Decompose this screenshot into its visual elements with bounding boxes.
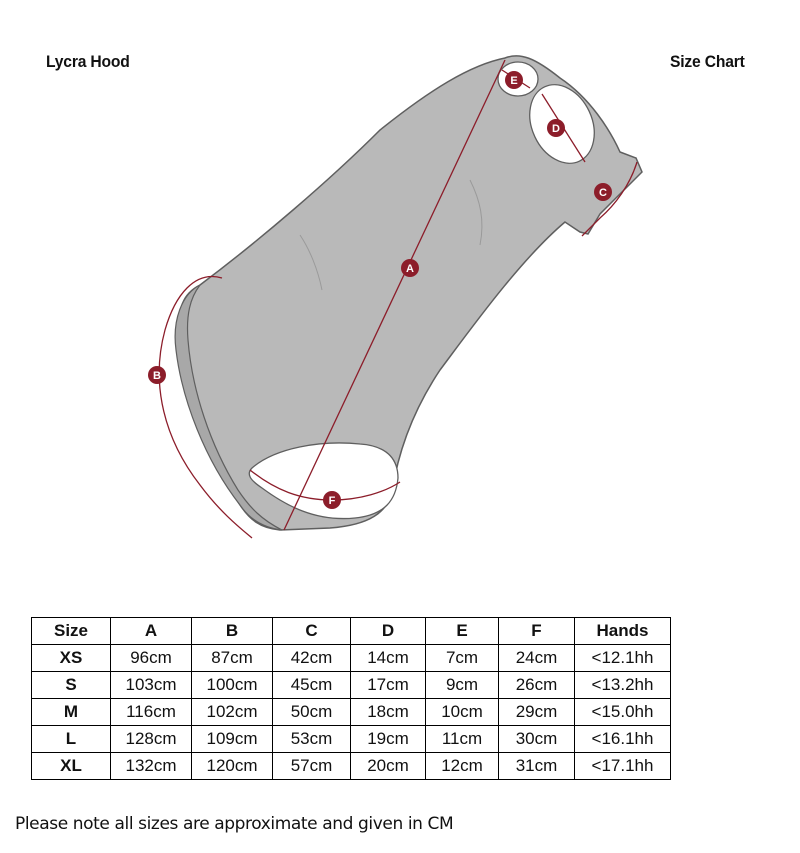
cell-a: 128cm: [111, 726, 192, 753]
cell-d: 17cm: [351, 672, 426, 699]
label-a: [401, 259, 419, 277]
table-row: [32, 699, 671, 726]
cell-f: 30cm: [499, 726, 575, 753]
label-e: [505, 71, 523, 89]
footnote: Please note all sizes are approximate and given in CM: [15, 814, 454, 834]
cell-hands: <12.1hh: [575, 645, 671, 672]
svg-text:F: F: [328, 495, 336, 507]
cell-f: 31cm: [499, 753, 575, 780]
header-a: A: [111, 618, 192, 645]
cell-f: 26cm: [499, 672, 575, 699]
cell-d: 14cm: [351, 645, 426, 672]
cell-e: 7cm: [426, 645, 499, 672]
cell-d: 18cm: [351, 699, 426, 726]
cell-e: 12cm: [426, 753, 499, 780]
svg-text:A: A: [406, 263, 414, 275]
cell-b: 87cm: [192, 645, 273, 672]
cell-b: 109cm: [192, 726, 273, 753]
header-size: Size: [32, 618, 111, 645]
svg-text:E: E: [510, 75, 518, 87]
header-hands: Hands: [575, 618, 671, 645]
cell-size: L: [32, 726, 111, 753]
header-f: F: [499, 618, 575, 645]
cell-c: 50cm: [273, 699, 351, 726]
product-title: Lycra Hood: [46, 52, 130, 71]
cell-b: 100cm: [192, 672, 273, 699]
label-b: [148, 366, 166, 384]
cell-f: 24cm: [499, 645, 575, 672]
size-chart-title: Size Chart: [670, 52, 745, 71]
cell-b: 102cm: [192, 699, 273, 726]
cell-hands: <13.2hh: [575, 672, 671, 699]
label-f: [323, 491, 341, 509]
header-e: E: [426, 618, 499, 645]
cell-d: 20cm: [351, 753, 426, 780]
cell-c: 42cm: [273, 645, 351, 672]
cell-size: XL: [32, 753, 111, 780]
cell-c: 45cm: [273, 672, 351, 699]
cell-d: 19cm: [351, 726, 426, 753]
table-header-row: [32, 618, 671, 645]
cell-e: 11cm: [426, 726, 499, 753]
svg-text:B: B: [153, 370, 161, 382]
svg-text:D: D: [552, 123, 560, 135]
cell-f: 29cm: [499, 699, 575, 726]
svg-text:C: C: [599, 187, 607, 199]
cell-e: 10cm: [426, 699, 499, 726]
table-row: [32, 672, 671, 699]
table-row: [32, 726, 671, 753]
header-c: C: [273, 618, 351, 645]
table-row: [32, 753, 671, 780]
label-d: [547, 119, 565, 137]
label-c: [594, 183, 612, 201]
cell-size: M: [32, 699, 111, 726]
cell-a: 116cm: [111, 699, 192, 726]
cell-hands: <16.1hh: [575, 726, 671, 753]
size-table: [31, 617, 671, 780]
cell-a: 103cm: [111, 672, 192, 699]
cell-a: 96cm: [111, 645, 192, 672]
table-row: [32, 645, 671, 672]
header-b: B: [192, 618, 273, 645]
cell-hands: <17.1hh: [575, 753, 671, 780]
cell-c: 53cm: [273, 726, 351, 753]
cell-hands: <15.0hh: [575, 699, 671, 726]
cell-c: 57cm: [273, 753, 351, 780]
cell-e: 9cm: [426, 672, 499, 699]
cell-b: 120cm: [192, 753, 273, 780]
header-d: D: [351, 618, 426, 645]
cell-a: 132cm: [111, 753, 192, 780]
cell-size: S: [32, 672, 111, 699]
cell-size: XS: [32, 645, 111, 672]
